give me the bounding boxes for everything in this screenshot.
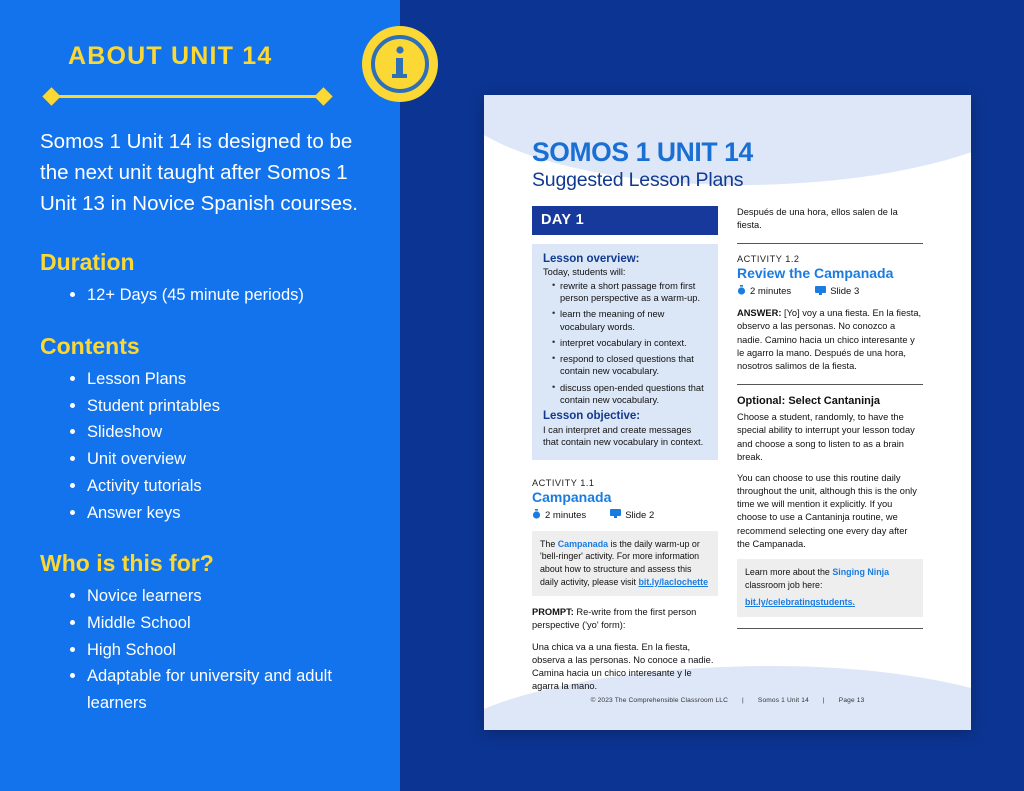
intro-paragraph: Somos 1 Unit 14 is designed to be the next unit taught after Somos 1 Unit 13 in Novice Spanish courses. — [40, 130, 358, 215]
list-item: High School — [68, 637, 366, 664]
optional-paragraph-2: You can choose to use this routine daily throughout the unit, although this is the only time we will mention it explicitly. If you choose to use a Cantaninja routine, we recommend selecting one every day after the Campanada. — [737, 472, 917, 549]
contents-list — [40, 366, 366, 526]
activity-1-2-label: ACTIVITY 1.2 — [737, 254, 800, 265]
prompt-label: PROMPT: — [532, 607, 574, 618]
lesson-overview-list — [543, 280, 708, 406]
passage-paragraph: Una chica va a una fiesta. En la fiesta, observa a las personas. No conoce a nadie. Camina hacia un chico interesante y le agarra la mano. — [532, 641, 714, 692]
activity-1-1-title: Campanada — [532, 488, 612, 505]
lesson-objective-text: I can interpret and create messages that contain new vocabulary in context. — [543, 425, 704, 448]
list-item: • learn the meaning of new vocabulary words. — [552, 308, 708, 333]
list-item: Slideshow — [68, 419, 366, 446]
about-panel — [0, 0, 400, 791]
document-footer — [484, 697, 971, 704]
list-item: Novice learners — [68, 583, 366, 610]
divider-rule — [737, 384, 923, 385]
activity-1-2-meta — [737, 285, 923, 298]
document-subtitle: Suggested Lesson Plans — [532, 168, 744, 191]
optional-heading: Optional: Select Cantaninja — [737, 395, 881, 408]
slide-meta — [610, 509, 654, 521]
celebratingstudents-link[interactable]: bit.ly/celebratingstudents. — [745, 597, 855, 608]
campanada-note-box — [532, 531, 718, 597]
info-icon — [361, 25, 439, 103]
duration-text: 2 minutes — [750, 286, 792, 298]
answer-text: [Yo] voy a una fiesta. En la fiesta, observo a las personas. No conozco a nadie. Camino hacia un chico interesante y le agarro la mano. Después de una hora, nosotros salimos de la fiesta. — [737, 308, 922, 371]
footer-unit: Somos 1 Unit 14 — [757, 697, 809, 704]
activity-1-1-meta — [532, 509, 718, 522]
duration-heading: Duration — [40, 249, 135, 276]
slide-meta — [815, 286, 859, 298]
note-suffix: classroom job here: — [745, 579, 823, 590]
optional-paragraph-1: Choose a student, randomly, to have the special ability to interrupt your lesson today and choose a song to listen to as a brain break. — [737, 412, 915, 462]
divider-line — [57, 95, 318, 98]
list-item: Middle School — [68, 610, 366, 637]
answer-label: ANSWER: — [737, 308, 782, 319]
two-column-layout — [532, 206, 929, 702]
lesson-overview-box — [532, 244, 718, 460]
note-prefix: The — [540, 538, 558, 549]
campanada-link[interactable]: Campanada — [557, 538, 609, 549]
footer-copyright: © 2023 The Comprehensible Classroom LLC — [590, 697, 729, 704]
timer-icon — [532, 509, 541, 522]
document-title: SOMOS 1 UNIT 14 — [532, 137, 753, 167]
divider-ornament — [45, 87, 330, 105]
list-item: Answer keys — [68, 500, 366, 527]
duration-meta — [737, 285, 791, 298]
divider-rule — [737, 628, 923, 629]
footer-separator: | — [822, 697, 825, 704]
column-right — [737, 206, 923, 702]
footer-page: Page 13 — [838, 697, 865, 704]
day-header: DAY 1 — [532, 206, 718, 235]
list-item: • respond to closed questions that contain new vocabulary. — [552, 353, 708, 378]
audience-heading: Who is this for? — [40, 550, 214, 577]
prompt-text: Re-write from the first person perspective ('yo' form): — [532, 607, 697, 631]
slide-text: Slide 2 — [625, 509, 655, 521]
singing-ninja-note-box — [737, 559, 923, 617]
list-item: Unit overview — [68, 446, 366, 473]
duration-list — [40, 282, 366, 309]
slide-monitor-icon — [610, 509, 621, 521]
timer-icon — [737, 285, 746, 298]
duration-text: 2 minutes — [545, 509, 587, 521]
activity-1-2-title: Review the Campanada — [737, 265, 894, 282]
lesson-objective-heading: Lesson objective: — [543, 410, 641, 423]
column-left — [532, 206, 718, 702]
list-item: Activity tutorials — [68, 473, 366, 500]
diamond-right-icon — [314, 87, 332, 105]
list-item: • discuss open-ended questions that contain new vocabulary. — [552, 382, 708, 407]
lesson-overview-lead: Today, students will: — [543, 266, 626, 277]
note-body: is the daily warm-up or 'bell-ringer' activity. For more information about how to structure and assess this daily activity, please visit — [540, 538, 700, 587]
prompt-paragraph — [532, 606, 718, 632]
activity-1-1-label: ACTIVITY 1.1 — [532, 477, 595, 488]
divider-rule — [737, 243, 923, 244]
list-item: • rewrite a short passage from first person perspective as a warm-up. — [552, 280, 708, 305]
slide-monitor-icon — [815, 286, 826, 298]
laclochette-link[interactable]: bit.ly/laclochette — [638, 576, 709, 587]
singing-ninja-link[interactable]: Singing Ninja — [832, 567, 890, 577]
contents-heading: Contents — [40, 332, 140, 359]
lesson-plan-document[interactable] — [484, 95, 971, 730]
list-item: Lesson Plans — [68, 366, 366, 393]
list-item: 12+ Days (45 minute periods) — [68, 282, 366, 309]
list-item: Student printables — [68, 393, 366, 420]
footer-separator: | — [742, 697, 744, 704]
document-content — [484, 95, 971, 730]
audience-list — [40, 583, 366, 717]
list-item: Adaptable for university and adult learners — [68, 663, 366, 716]
page-title: ABOUT UNIT 14 — [68, 42, 273, 70]
note-prefix: Learn more about the — [745, 567, 833, 577]
lesson-overview-heading: Lesson overview: — [543, 252, 640, 265]
slide-text: Slide 3 — [830, 286, 860, 298]
answer-paragraph — [737, 307, 923, 373]
list-item: • interpret vocabulary in context. — [552, 337, 708, 349]
passage-continuation: Después de una hora, ellos salen de la fiesta. — [737, 206, 898, 230]
duration-meta — [532, 509, 586, 522]
